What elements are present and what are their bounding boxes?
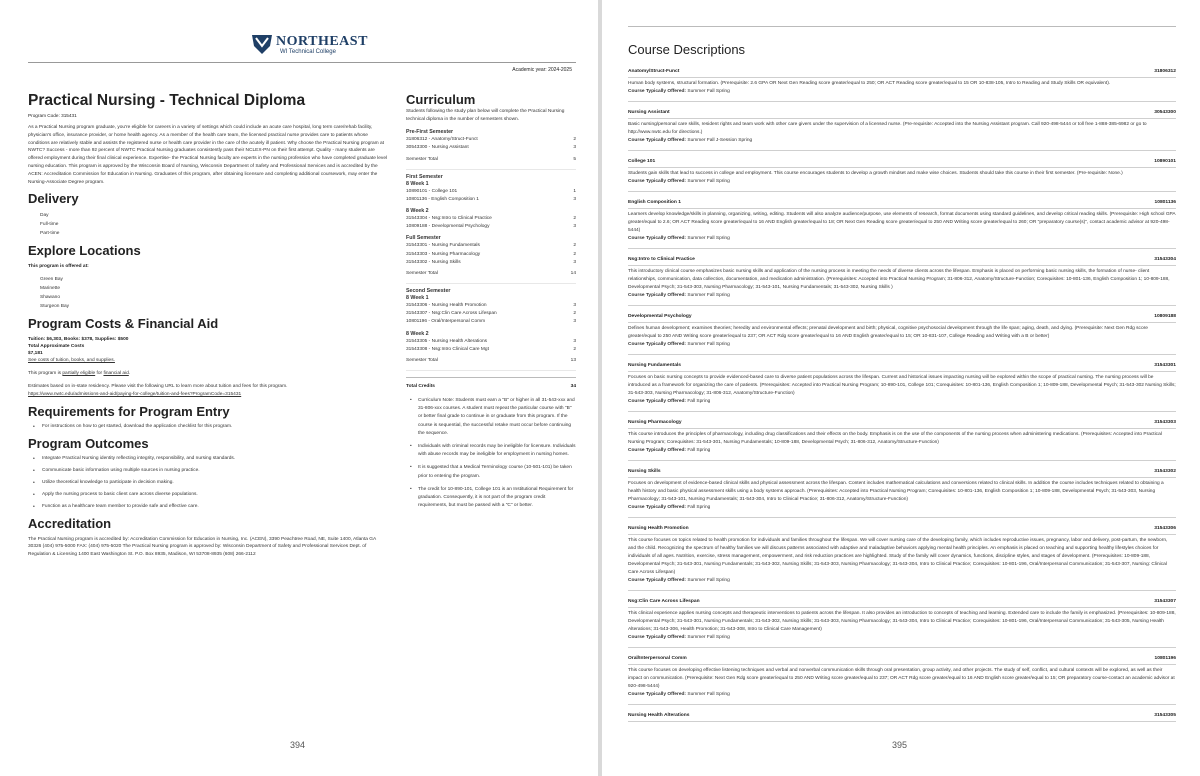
course-header	[628, 110, 1176, 119]
course-code: 10890101	[1154, 159, 1176, 164]
course-row	[406, 242, 576, 250]
list-item: • Function as a healthcare team member to provide safe and effective care.	[28, 504, 388, 510]
course-title: Nursing Health Alterations	[628, 713, 690, 718]
offered-terms: Fall Spring	[687, 505, 711, 510]
aid-eligibility	[28, 370, 388, 378]
semester-total-label: Semester Total	[406, 358, 438, 364]
course-title: Nursing Skills	[628, 469, 661, 474]
course-description: Focuses on basic nursing concepts to provide evidenced-based care to diverse patient populations across the lifespan. Current and historical issues impacting nursing will be explored within the scope of practical nursing. The nursing process will be introduced as a framework for organizing the care of patients. (Prerequisites: Accepted into Practical Nursing Program; 10-890-101, College 101; Corequisites: 10-801-136, English Composition 1; 10-809-188, Developmental Psych; 31-543-302 Nursing Skills; 31-543-303, Nursing Pharmacology; 31-806-312, Anatomy/Structure-Function)	[628, 375, 1176, 396]
course-description: Focuses on development of evidence-based clinical skills and physical assessment across the lifespan. Content includes mathematical calculations and conversions related to clinical skills. In addition the course includes techniques related to obtaining a health history and basic physical assessment skills using a body systems approach. (Prerequisites: Accepted into Practical Nursing Program; Corequisites: 10-801-136, English Composition 1; 10-809-188, Developmental Psych; 31-543-303, Nursing Pharmacology; 31-543-101, Nursing Fundamentals; 31-543-304, Intro to Clinical Practice; 31-806-312, Anatomy/Structure-Function)	[628, 481, 1164, 502]
course-credits: 2	[573, 137, 576, 143]
list-item: • Apply the nursing process to basic client care across diverse populations.	[28, 492, 388, 498]
delivery-heading: Delivery	[28, 191, 79, 207]
course-header	[628, 363, 1176, 372]
list-item: Shawano	[40, 295, 61, 301]
course-entry	[628, 69, 1176, 102]
course-credits: 2	[573, 251, 576, 257]
course-offered	[628, 178, 1176, 186]
course-name: 31543302 - Nursing Skills	[406, 259, 461, 265]
offered-at-label: This program is offered at:	[28, 264, 89, 270]
left-page	[0, 0, 598, 776]
course-name: 31543306 - Nursing Health Promotion	[406, 303, 487, 309]
header-rule	[628, 26, 1176, 27]
semester-heading: First Semester	[406, 173, 443, 180]
course-entry	[628, 314, 1176, 355]
course-code: 31543303	[1154, 420, 1176, 425]
offered-terms: Summer Fall Spring	[687, 692, 730, 697]
course-header	[628, 257, 1176, 266]
semester-total	[406, 270, 576, 284]
course-title: Nursing Assistant	[628, 110, 670, 115]
course-title: Nsg:Intro to Clinical Practice	[628, 257, 695, 262]
course-credits: 3	[573, 303, 576, 309]
locations-heading: Explore Locations	[28, 243, 141, 259]
costs-heading: Program Costs & Financial Aid	[28, 316, 219, 332]
course-entry	[628, 656, 1176, 705]
page-number: 395	[892, 740, 908, 750]
course-code: 31543301	[1154, 363, 1176, 368]
course-row	[406, 310, 576, 318]
course-code: 10809188	[1154, 314, 1176, 319]
course-description: This course focuses on developing effective listening techniques and verbal and nonverbal communication skills through oral presentation, group activity, and other projects. The study of self, conflict, and cultural contexts will be explored, as well as their impact on communication. (Prerequisite: Next Gen Rdg score greater/equal to 250 AND Writing score greater/equal to 237; OR ACT Rdg score greater/equal to 16 AND English score greater/equal to 15; OR preparatory course-contact an academic advisor at 920-498-5444)	[628, 668, 1175, 689]
semester-total-value: 5	[573, 156, 576, 162]
course-header	[628, 420, 1176, 429]
list-item: Marinette	[40, 286, 60, 292]
course-credits: 1	[573, 188, 576, 194]
course-row	[406, 346, 576, 354]
course-title: Developmental Psychology	[628, 314, 692, 319]
offered-label: Course Typically Offered:	[628, 89, 687, 94]
course-credits: 2	[573, 346, 576, 352]
offered-terms: Summer Fall Spring	[687, 293, 730, 298]
offered-label: Course Typically Offered:	[628, 505, 687, 510]
aid-text: .	[128, 371, 131, 377]
course-credits: 2	[573, 243, 576, 249]
course-description: Students gain skills that lead to success in college and employment. This course encourages students to develop a growth mindset and make wise choices. Students should take this course in their first semester. (Pre-requisite: None.)	[628, 171, 1123, 176]
semester-heading: Second Semester	[406, 288, 451, 295]
costs-link[interactable]: See costs of tuition, books, and supplies.	[28, 358, 115, 364]
term-subheading: 8 Week 2	[406, 208, 429, 214]
accreditation-text: The Practical Nursing program is accredited by: Accreditation Commission for Education in Nursing, Inc. (ACEN), 3390 Peachtree Road, NE, Suite 1400, Atlanta GA 30326 (404) 975-5000 FAX: (404) 975-5020 The Practical Nursing program is approved by: Wisconsin Department of Safety and Professional Services Dept. of Regulation & Licensing 1400 East Washington St. P.O. Box 8935, Madison, WI 53708-8935 (608) 266-2112	[28, 536, 376, 558]
curriculum-intro: Students following the study plan below will complete the Practical Nursing technical diploma in the number of semesters shown.	[406, 109, 565, 122]
course-description: Basic nursing/personal care skills, resident rights and team work with other care givers under the supervision of a licensed nurse. (Pre-requisite: Accepted into the Nursing Assistant program. Call 920-498-5444 or toll free 1-888-385-6982 or go to http://www.nwtc.edu for directions.)	[628, 122, 1147, 135]
delivery-list	[28, 211, 388, 238]
aid-text: for	[95, 371, 104, 377]
course-name: 31543305 - Nursing Health Alterations	[406, 338, 488, 344]
list-item: Part-time	[40, 231, 60, 237]
program-intro: As a Practical Nursing program graduate, you're eligible for careers in a variety of settings which could include an acute care hospital, long term care/rehab facility, physician's office, insurance provider, or home health agency. As a member of the health care team, the licensed practical nurse provides care to patients whose conditions are relatively stable and assists the registered nurse or health care provider in the care of the acutely ill patient. Why choose the Practical Nursing program at NWTC? Success - more than 92 percent of NWTC Practical Nursing graduates consistently pass their NCLEX-PN on their first attempt. Quality - many students are offered employment during their final clinical experience. Expertise- the Practical Nursing faculty are experts in the nursing profession who have completed graduate level nursing education. This program is approved by the Wisconsin Board of Nursing, Wisconsin Department of Safety and Professional Services and is accredited by the ACEN: Accreditation Commission for Education in Nursing. Graduates of this program, after obtaining licensure and completing additional coursework, may enter the Nursing-Associate Degree program.	[28, 125, 388, 185]
outcomes-list	[28, 456, 388, 510]
course-offered	[628, 398, 1176, 406]
program-code: Program Code: 315431	[28, 113, 77, 118]
course-name: 31543303 - Nursing Pharmacology	[406, 251, 481, 257]
course-title: College 101	[628, 159, 656, 164]
outcomes-heading: Program Outcomes	[28, 435, 149, 451]
course-description: This clinical experience applies nursing concepts and therapeutic interventions to patients across the lifespan. It also provides an introduction to concepts of teaching and learning. Extended care to include the family is emphasized. (Prerequisites: 10-809-188, Developmental Psych; 31-543-301, Nursing Fundamentals; 31-543-302, Nursing Skills; 31-543-303, Nursing Pharmacology; 31-543-304, Intro to Clinical Practice; Corequisites: 10-801-196, Oral/Interpersonal Communication; 31-543-305, Nursing Health Alterations; 31-543-306, Health Promotion; 31-543-308, Intro to Clinical Care Management)	[628, 611, 1176, 632]
list-item: • For instructions on how to get started, download the application checklist for this program.	[28, 424, 388, 430]
course-row	[406, 215, 576, 223]
course-title: Nursing Fundamentals	[628, 363, 681, 368]
course-entry	[628, 420, 1176, 461]
total-credits	[406, 377, 576, 391]
course-code: 31543304	[1154, 257, 1176, 262]
course-name: 30543300 - Nursing Assistant	[406, 145, 469, 151]
course-code: 31543307	[1154, 599, 1176, 604]
course-description: This introductory clinical course emphasizes basic nursing skills and application of the nursing process in meeting the needs of diverse clients across the lifespan. Emphasis is placed on performing basic nursing skills, the formation of nurse- client relationships, communication, data collection, documentation, and medication administration. (Prerequisites: Accepted into Practical Nursing Program; 31-806-312, Anatomy/Structure-Function; Corequisites: 10-801-136, English Composition 1; 10-809-188, Developmental Psych; 31-543-303, Nursing Pharmacology; 31-543-101, Nursing Fundamentals; 31-543-302, Nursing Skills )	[628, 269, 1170, 290]
list-item: Full-time	[40, 222, 59, 228]
term-subheading: 8 Week 1	[406, 180, 429, 187]
aid-text: This program is	[28, 371, 63, 377]
tuition-url-link[interactable]: https://www.nwtc.edu/admissions-and-aid/paying-for-college/tuition-and-fees?ProgramCode=315431	[28, 391, 242, 397]
offered-terms: Fall Spring	[687, 448, 711, 453]
course-name: 10809188 - Developmental Psychology	[406, 224, 490, 230]
offered-terms: Summer Fall Spring	[687, 179, 730, 184]
offered-label: Course Typically Offered:	[628, 399, 687, 404]
course-name: 31543307 - Nsg:Clin Care Across Lifespan	[406, 311, 497, 317]
course-row	[406, 196, 576, 204]
course-credits: 3	[573, 338, 576, 344]
course-header	[628, 159, 1176, 168]
academic-year: Academic year: 2024-2025	[512, 67, 572, 73]
course-title: Nsg:Clin Care Across Lifespan	[628, 599, 700, 604]
course-description: Learners develop knowledge/skills in planning, organizing, writing, editing. Students will also analyze audience/purpose, use elements of research, format documents using standard guidelines, and develop critical reading skills. (Prerequisite: High school GPA greater/equal to 2.6; OR ACT Reading score greater/equal to 16 AND English greater/equal to 18; OR Next Gen Reading score greater/equal to 250 AND Writing score greater/equal to 260; OR "preparatory course(s)", contact academic advisor at 920-498-5444)	[628, 212, 1176, 233]
offered-label: Course Typically Offered:	[628, 179, 687, 184]
course-entry	[628, 599, 1176, 648]
list-item: • Individuals with criminal records may be ineligible for licensure. Individuals with abuse records may be ineligible for employment in nursing homes.	[406, 443, 576, 459]
total-credits-value: 34	[570, 384, 576, 390]
offered-terms: Summer Fall Spring	[687, 635, 730, 640]
course-entry	[628, 469, 1176, 518]
offered-label: Course Typically Offered:	[628, 448, 687, 453]
right-page	[602, 0, 1200, 776]
curriculum-notes	[406, 397, 576, 510]
course-name: 31543301 - Nursing Fundamentals	[406, 243, 480, 249]
course-row	[406, 144, 576, 152]
course-offered	[628, 137, 1176, 145]
course-name: 10801136 - English Composition 1	[406, 196, 479, 202]
list-item: • The credit for 10-890-101, College 101 is an Institutional Requirement for graduation. Consequently, it is not part of the program credit requirements, but must be passed with a "C" or better.	[406, 486, 576, 511]
term-subheading: 8 Week 2	[406, 330, 429, 337]
semester-total-label: Semester Total	[406, 156, 438, 162]
list-item: Day	[40, 213, 49, 219]
total-credits-label: Total Credits	[406, 384, 435, 390]
course-title: Nursing Health Promotion	[628, 526, 689, 531]
offered-label: Course Typically Offered:	[628, 138, 687, 143]
semester-total	[406, 357, 576, 371]
offered-terms: Fall Spring	[687, 399, 711, 404]
course-name: 10801196 - Oral/Interpersonal Comm	[406, 319, 486, 325]
course-header	[628, 469, 1176, 478]
requirements-list	[28, 424, 388, 430]
course-row	[406, 136, 576, 144]
course-header	[628, 656, 1176, 665]
list-item: • Curriculum Note: Students must earn a "B" or higher in all 31-543-xxx and 31-806-xxx courses. A student must repeat the particular course with "B" or better final grade to continue in or graduate from this program. If the course is sequential, the successful retake must occur before continuing the sequence.	[406, 397, 576, 438]
course-description: This course focuses on topics related to health promotion for individuals and families throughout the lifespan. We will cover nursing care of the developing family, which includes reproductive issues, pregnancy, labor and delivery, post-partum, the newborn, and the child. Recognizing the spectrum of healthy families we will discuss patterns associated with adaptive and maladaptive behaviors applying mental health principles. An emphasis is placed on teaching and supporting healthy lifestyles choices for individuals of all ages. Nutrition, exercise, stress management, empowerment, and risk reduction practices are highlighted. Study of the family will cover dynamics, functions, discipline styles, and stages of development. (Prerequisites: 10-809-188, Developmental Psych; 31-543-301, Nursing Fundamentals; 31-543-302, Nursing Skills; 31-543-303, Nursing Pharmacology; 31-543-304, Intro to Clinical Practice; Corequisites: 10-801-196, Oral/Interpersonal Communication; 31-543-307, Nursing: Clinical Care Across Lifespan)	[628, 538, 1168, 575]
course-offered	[628, 447, 1176, 455]
course-title: Anatomy/Struct-Funct	[628, 69, 680, 74]
list-item: Green Bay	[40, 277, 63, 283]
course-offered	[628, 577, 1176, 585]
course-header	[628, 69, 1176, 78]
offered-label: Course Typically Offered:	[628, 692, 687, 697]
course-row	[406, 188, 576, 196]
offered-label: Course Typically Offered:	[628, 342, 687, 347]
total-costs-value: $7,181	[28, 351, 43, 357]
term-subheading: 8 Week 1	[406, 295, 429, 302]
page-number: 394	[290, 740, 306, 750]
course-title: Oral/Interpersonal Comm	[628, 656, 687, 661]
course-offered	[628, 88, 1176, 96]
course-code: 31543302	[1154, 469, 1176, 474]
course-credits: 3	[573, 145, 576, 151]
course-entry	[628, 363, 1176, 412]
total-costs-label: Total Approximate Costs	[28, 344, 85, 350]
list-item: • Communicate basic information using multiple sources in nursing practice.	[28, 468, 388, 474]
course-offered	[628, 634, 1176, 642]
course-description: Defines human development; examines theories; heredity and environmental effects; prenatal development and birth; physical, cognitive psychosocial development through the life span; aging, death, and dying. (Prerequisite: Next Gen Rdg score greater/equal to 250 AND Writing score greater/equal to 237; OR ACT Rdg score greater/equal to 16 AND English greater/equal to 15; OR 10-831-107, College Reading and Writing with a B or better)	[628, 326, 1148, 339]
header-rule	[28, 62, 576, 63]
program-overview-column	[28, 92, 388, 559]
curriculum-heading: Curriculum	[406, 92, 476, 107]
list-item: • Integrate Practical Nursing identity reflecting integrity, responsibility, and nursing standards.	[28, 456, 388, 462]
financial-aid-link[interactable]: financial aid	[103, 371, 129, 377]
shield-logo-icon	[250, 32, 274, 56]
course-row	[406, 251, 576, 259]
course-name: 31543308 - Nsg:Intro Clinical Care Mgt	[406, 346, 489, 352]
course-code: 31543305	[1154, 713, 1176, 718]
offered-terms: Summer Fall Spring	[687, 342, 730, 347]
accreditation-heading: Accreditation	[28, 515, 112, 531]
semester-total-label: Semester Total	[406, 271, 438, 277]
course-description: This course introduces the principles of pharmacology, including drug classifications and their effects on the body. Emphasis is on the use of the components of the nursing process when administering medications. (Prerequisites: Accepted into Practical Nursing Program; Corequisites: 31-543-301, Nursing Fundamentals; 10-809-188, Developmental Psych; 31-806-312, Anatomy/Structure-Function)	[628, 432, 1162, 445]
offered-label: Course Typically Offered:	[628, 236, 687, 241]
logo-subtitle: WI Technical College	[280, 49, 336, 55]
curriculum-column	[406, 92, 576, 515]
course-code: 10801136	[1154, 200, 1176, 205]
course-header	[628, 200, 1176, 209]
course-credits: 3	[573, 259, 576, 265]
course-header	[628, 599, 1176, 608]
course-credits: 3	[573, 319, 576, 325]
offered-terms: Summer Fall Spring	[687, 236, 730, 241]
course-row	[406, 338, 576, 346]
course-credits: 2	[573, 216, 576, 221]
tuition-line: Tuition: $6,303, Books: $378, Supplies: $500	[28, 337, 129, 343]
offered-terms: Summer Fall J-Session Spring	[687, 138, 753, 143]
offered-terms: Summer Fall Spring	[687, 578, 730, 583]
course-offered	[628, 691, 1176, 699]
course-descriptions-heading: Course Descriptions	[628, 42, 746, 57]
estimate-note: Estimates based on in-state residency. Please visit the following URL to learn more about tuition and fees for this program.	[28, 383, 288, 389]
course-row	[406, 318, 576, 326]
course-entry	[628, 257, 1176, 306]
course-header	[628, 526, 1176, 535]
course-entry	[628, 110, 1176, 151]
requirements-heading: Requirements for Program Entry	[28, 403, 230, 419]
course-offered	[628, 292, 1176, 300]
course-offered	[628, 504, 1176, 512]
semester-heading: Pre-First Semester	[406, 129, 454, 136]
course-header	[628, 314, 1176, 323]
semester-total-value: 14	[570, 271, 576, 277]
partially-eligible-link[interactable]: partially eligible	[62, 371, 96, 377]
course-title: English Composition 1	[628, 200, 681, 205]
list-item: • It is suggested that a Medical Terminology course (10-501-101) be taken prior to entering the program.	[406, 464, 576, 480]
course-entry	[628, 713, 1176, 729]
course-name: 31806312 - Anatomy/Struct-Funct	[406, 137, 478, 143]
offered-label: Course Typically Offered:	[628, 635, 687, 640]
course-row	[406, 223, 576, 231]
course-entry	[628, 159, 1176, 192]
college-logo	[250, 32, 368, 58]
course-code: 10801196	[1154, 656, 1176, 661]
program-title: Practical Nursing - Technical Diploma	[28, 92, 306, 109]
offered-label: Course Typically Offered:	[628, 293, 687, 298]
logo-name: NORTHEAST	[276, 34, 368, 49]
offered-label: Course Typically Offered:	[628, 578, 687, 583]
semester-total-value: 13	[570, 358, 576, 364]
course-credits: 3	[573, 196, 576, 202]
course-code: 31806312	[1154, 69, 1176, 74]
list-item: Sturgeon Bay	[40, 304, 70, 310]
course-code: 31543306	[1154, 526, 1176, 531]
semester-total	[406, 156, 576, 170]
course-header	[628, 713, 1176, 722]
course-entry	[628, 200, 1176, 249]
course-offered	[628, 235, 1176, 243]
course-credits: 3	[573, 224, 576, 230]
course-offered	[628, 341, 1176, 349]
course-name: 10890101 - College 101	[406, 188, 458, 194]
course-row	[406, 302, 576, 310]
list-item: • Utilize theoretical knowledge to participate in decision making.	[28, 480, 388, 486]
course-description: Human body systems, structural formation. (Prerequisite: 2.6 GPA OR Next Gen Reading score greater/equal to 250; OR ACT Reading score greater/equal to 15 OR 10-838-105, Intro to Reading and Study Skills OR equivalent).	[628, 81, 1111, 86]
course-entry	[628, 526, 1176, 591]
course-row	[406, 259, 576, 267]
course-list	[628, 69, 1176, 737]
term-subheading: Full Semester	[406, 235, 441, 242]
course-code: 30543300	[1154, 110, 1176, 115]
locations-list	[28, 275, 388, 311]
course-credits: 2	[573, 311, 576, 317]
offered-terms: Summer Fall Spring	[687, 89, 730, 94]
course-title: Nursing Pharmacology	[628, 420, 682, 425]
course-name: 31543304 - Nsg:Intro to Clinical Practice	[406, 216, 492, 221]
